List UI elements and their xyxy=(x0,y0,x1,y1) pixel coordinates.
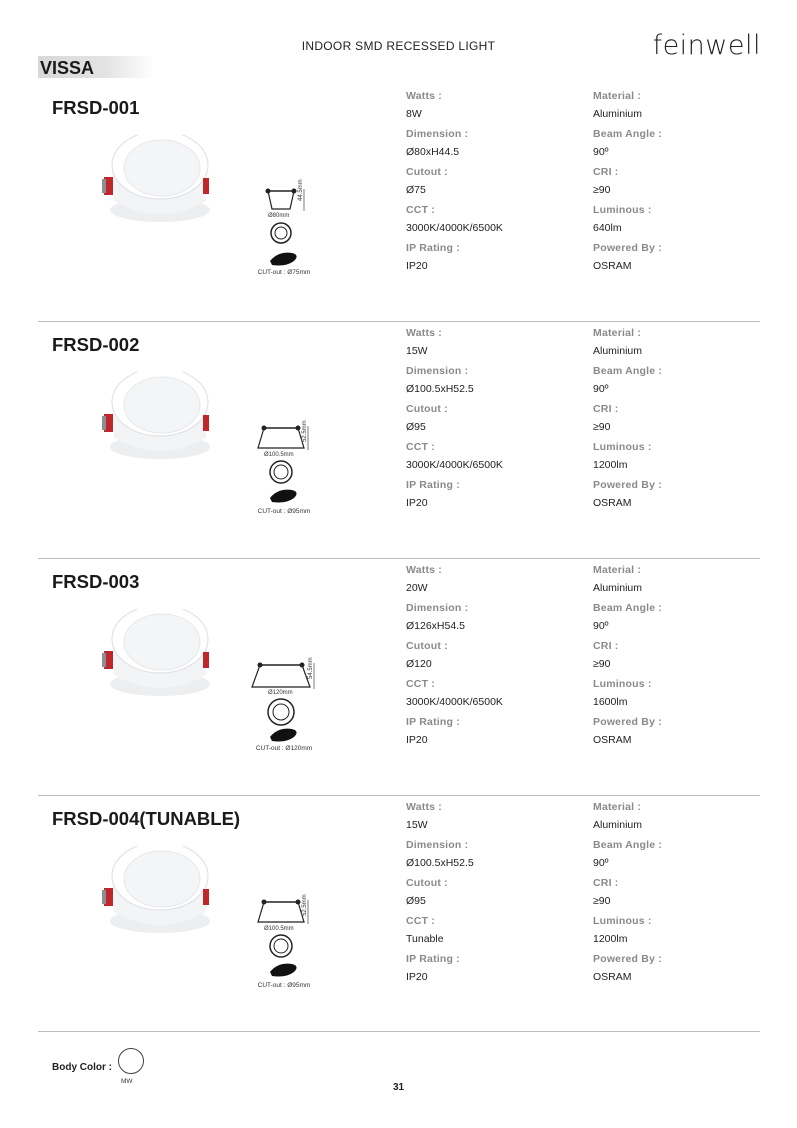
spec-label: CCT : xyxy=(406,204,435,216)
spec-beam-angle xyxy=(593,839,662,869)
spec-cutout xyxy=(406,166,448,196)
spec-value: Aluminium xyxy=(593,819,643,831)
product-code: FRSD-004(TUNABLE) xyxy=(52,808,241,829)
spec-value: OSRAM xyxy=(593,971,632,983)
spec-powered-by xyxy=(593,953,662,983)
spec-value: 20W xyxy=(406,582,428,594)
spec-value: ≥90 xyxy=(593,184,611,196)
spec-value: 8W xyxy=(406,108,422,120)
spec-value: Ø80xH44.5 xyxy=(406,146,460,158)
section-divider xyxy=(38,321,760,322)
spec-value: 90º xyxy=(593,620,609,632)
spec-value: Aluminium xyxy=(593,345,643,357)
product-code: FRSD-001 xyxy=(52,97,140,118)
series-name: VISSA xyxy=(40,58,95,78)
spec-value: Ø75 xyxy=(406,184,426,196)
spec-value: 640lm xyxy=(593,222,622,234)
spec-luminous xyxy=(593,678,652,708)
spec-powered-by xyxy=(593,242,662,272)
spec-dimension xyxy=(406,839,474,869)
spec-cutout xyxy=(406,403,448,433)
product-photo xyxy=(100,372,212,462)
cutout-drawing-label: CUT-out : Ø120mm xyxy=(255,745,313,752)
spec-cct xyxy=(406,678,503,708)
spec-label: Powered By : xyxy=(593,242,662,254)
spec-luminous xyxy=(593,204,652,234)
spec-value: 90º xyxy=(593,857,609,869)
spec-label: CCT : xyxy=(406,678,435,690)
spec-dimension xyxy=(406,365,474,395)
spec-value: OSRAM xyxy=(593,260,632,272)
spec-label: Cutout : xyxy=(406,166,448,178)
spec-label: Luminous : xyxy=(593,204,652,216)
spec-label: Cutout : xyxy=(406,640,448,652)
spec-value: OSRAM xyxy=(593,497,632,509)
spec-cri xyxy=(593,877,619,907)
spec-label: Watts : xyxy=(406,90,443,102)
spec-cct xyxy=(406,204,503,234)
spec-label: Beam Angle : xyxy=(593,839,663,851)
spec-label: Beam Angle : xyxy=(593,128,663,140)
spec-powered-by xyxy=(593,479,662,509)
spec-value: 1200lm xyxy=(593,459,628,471)
spec-dimension xyxy=(406,128,468,158)
spec-label: Material : xyxy=(593,90,642,102)
spec-ip-rating xyxy=(406,953,460,983)
spec-value: 3000K/4000K/6500K xyxy=(406,222,503,234)
product-photo xyxy=(100,846,212,936)
spec-value: ≥90 xyxy=(593,895,611,907)
cutout-drawing-label: CUT-out : Ø75mm xyxy=(257,269,311,276)
spec-label: CRI : xyxy=(593,166,619,178)
spec-label: Watts : xyxy=(406,564,443,576)
spec-cct xyxy=(406,441,503,471)
spec-label: Luminous : xyxy=(593,678,652,690)
spec-value: Ø100.5xH52.5 xyxy=(406,383,474,395)
spec-label: Dimension : xyxy=(406,365,469,377)
spec-ip-rating xyxy=(406,242,460,272)
spec-cutout xyxy=(406,877,448,907)
product-block xyxy=(0,90,797,332)
brand-logo: feinwell xyxy=(652,30,761,61)
spec-label: Cutout : xyxy=(406,877,448,889)
spec-cri xyxy=(593,166,619,196)
spec-value: IP20 xyxy=(406,260,428,272)
spec-value: Tunable xyxy=(406,933,444,945)
color-code: MW xyxy=(121,1078,133,1085)
spec-ip-rating xyxy=(406,479,460,509)
spec-cri xyxy=(593,403,619,433)
product-code: FRSD-003 xyxy=(52,571,140,592)
spec-label: CCT : xyxy=(406,441,435,453)
product-photo xyxy=(100,609,212,699)
spec-value: Ø120 xyxy=(406,658,432,670)
spec-value: Ø100.5xH52.5 xyxy=(406,857,474,869)
spec-value: 90º xyxy=(593,146,609,158)
spec-value: 15W xyxy=(406,345,428,357)
spec-material xyxy=(593,90,642,120)
product-block xyxy=(0,327,797,569)
spec-label: Dimension : xyxy=(406,128,469,140)
spec-ip-rating xyxy=(406,716,460,746)
spec-label: IP Rating : xyxy=(406,953,460,965)
spec-label: Material : xyxy=(593,801,642,813)
spec-value: IP20 xyxy=(406,734,428,746)
drawing-height-label: 52.5mm xyxy=(302,420,308,442)
spec-label: Dimension : xyxy=(406,602,469,614)
spec-value: Ø126xH54.5 xyxy=(406,620,465,632)
drawing-width-label: Ø120mm xyxy=(268,690,293,696)
spec-label: IP Rating : xyxy=(406,242,460,254)
spec-value: IP20 xyxy=(406,497,428,509)
section-divider xyxy=(38,558,760,559)
drawing-width-label: Ø80mm xyxy=(268,213,290,219)
spec-value: Ø95 xyxy=(406,895,426,907)
spec-label: Beam Angle : xyxy=(593,602,663,614)
cutout-drawing-label: CUT-out : Ø95mm xyxy=(257,982,311,989)
spec-value: 3000K/4000K/6500K xyxy=(406,696,503,708)
spec-label: Luminous : xyxy=(593,441,652,453)
drawing-height-label: 54.5mm xyxy=(308,657,314,679)
product-block xyxy=(0,564,797,806)
spec-watts xyxy=(406,801,442,831)
spec-luminous xyxy=(593,915,652,945)
spec-label: Cutout : xyxy=(406,403,448,415)
spec-beam-angle xyxy=(593,128,662,158)
spec-value: 90º xyxy=(593,383,609,395)
spec-label: Beam Angle : xyxy=(593,365,663,377)
spec-label: Powered By : xyxy=(593,716,662,728)
spec-powered-by xyxy=(593,716,662,746)
spec-value: IP20 xyxy=(406,971,428,983)
spec-watts xyxy=(406,564,442,594)
spec-label: CRI : xyxy=(593,640,619,652)
spec-material xyxy=(593,564,642,594)
spec-label: Powered By : xyxy=(593,953,662,965)
section-divider xyxy=(38,1031,760,1032)
product-code: FRSD-002 xyxy=(52,334,140,355)
spec-label: Luminous : xyxy=(593,915,652,927)
spec-watts xyxy=(406,90,442,120)
spec-value: 3000K/4000K/6500K xyxy=(406,459,503,471)
drawing-width-label: Ø100.5mm xyxy=(264,926,294,932)
spec-label: Material : xyxy=(593,327,642,339)
drawing-height-label: 52.5mm xyxy=(302,894,308,916)
spec-label: Watts : xyxy=(406,801,443,813)
spec-label: Powered By : xyxy=(593,479,662,491)
spec-label: IP Rating : xyxy=(406,479,460,491)
drawing-height-label: 44.5mm xyxy=(298,179,304,201)
spec-value: 1200lm xyxy=(593,933,628,945)
spec-beam-angle xyxy=(593,602,662,632)
spec-value: 15W xyxy=(406,819,428,831)
product-block xyxy=(0,801,797,1043)
spec-label: IP Rating : xyxy=(406,716,460,728)
cutout-drawing-label: CUT-out : Ø95mm xyxy=(257,508,311,515)
section-divider xyxy=(38,795,760,796)
spec-label: CRI : xyxy=(593,403,619,415)
spec-value: Aluminium xyxy=(593,108,643,120)
spec-cct xyxy=(406,915,444,945)
spec-beam-angle xyxy=(593,365,662,395)
spec-label: CRI : xyxy=(593,877,619,889)
spec-label: Dimension : xyxy=(406,839,469,851)
spec-material xyxy=(593,801,642,831)
series-banner xyxy=(38,56,154,78)
spec-value: 1600lm xyxy=(593,696,628,708)
spec-cri xyxy=(593,640,619,670)
spec-value: Aluminium xyxy=(593,582,643,594)
product-photo xyxy=(100,135,212,225)
spec-luminous xyxy=(593,441,652,471)
spec-value: Ø95 xyxy=(406,421,426,433)
spec-label: Material : xyxy=(593,564,642,576)
drawing-width-label: Ø100.5mm xyxy=(264,452,294,458)
spec-material xyxy=(593,327,642,357)
page-header-title: INDOOR SMD RECESSED LIGHT xyxy=(301,39,496,53)
page-number: 31 xyxy=(392,1082,405,1093)
spec-cutout xyxy=(406,640,448,670)
spec-value: ≥90 xyxy=(593,421,611,433)
spec-label: Watts : xyxy=(406,327,443,339)
spec-watts xyxy=(406,327,442,357)
spec-value: ≥90 xyxy=(593,658,611,670)
spec-label: CCT : xyxy=(406,915,435,927)
spec-value: OSRAM xyxy=(593,734,632,746)
color-swatch xyxy=(118,1048,144,1074)
spec-dimension xyxy=(406,602,468,632)
body-color-label: Body Color : xyxy=(52,1062,112,1073)
